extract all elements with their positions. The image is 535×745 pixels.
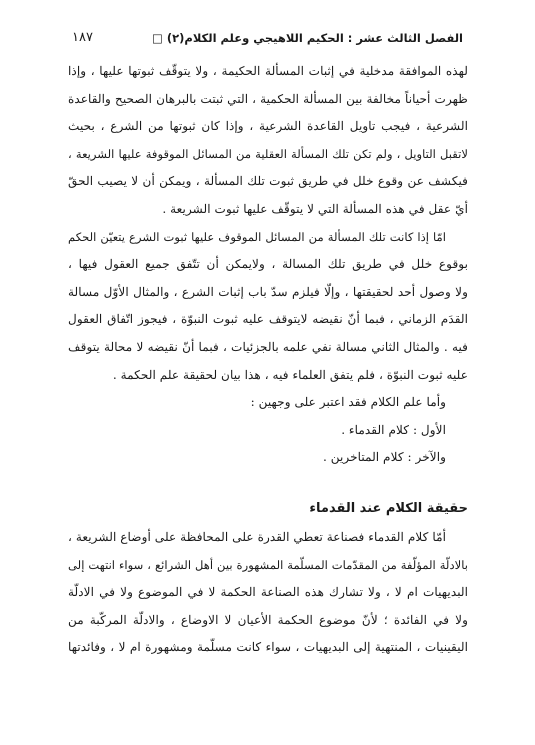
chapter-title: الفصل الثالث عشر : الحكيم اللاهيجي وعلم الكلام(٢) □ [151, 31, 463, 45]
text-line: اليقينيات ، المنتهية إلى البديهيات ، سواء كانت مسلّمة ومشهورة ام لا ، وفائدتها [68, 640, 468, 655]
text-line: فيه . والمثال الثاني مسالة نفي علمه بالجزئيات ، فبما أنّ نقيضه لا محالة يتوقف [68, 339, 468, 354]
section-gap [68, 472, 468, 494]
text-line: وأما علم الكلام فقد اعتبر على وجهين : [250, 395, 446, 410]
text-line: الشرعية ، فيجب تاويل القاعدة الشرعية ، وإذا كان ثبوتها من الشرع ، بحيث [68, 119, 468, 134]
text-line: لاتقبل التاويل ، ولم تكن تلك المسألة العقلية من المسائل الموقوفة عليها الشريعة ، [68, 146, 468, 161]
text-line: القدَم الزماني ، فبما أنّ نقيضه لايتوقف عليه ثبوت النبوّة ، فيجوز اتّفاق العقول [68, 312, 468, 327]
text-line: ولا في الفائدة ؛ لأنّ موضوع الحكمة الأعيان لا الاوضاع ، والادلّة المركّبة من [68, 612, 468, 627]
text-line: فيكشف عن وقوع خلل في طريق ثبوت تلك المسألة ، ويمكن أن لا يصيب الحقّ [68, 174, 468, 189]
text-line: بالادلّة المؤلّفة من المقدّمات المسلّمة المشهورة بين أهل الشرائع ، سواء انتهت إلى [68, 557, 468, 572]
body-text [68, 58, 468, 662]
text-line: البديهيات ام لا ، ولا تشارك هذه الصناعة الحكمة لا في الموضوع ولا في الادلّة [68, 585, 468, 600]
section-heading: حقيقة الكلام عند القدماء [309, 500, 468, 516]
text-line: لهذه الموافقة مدخلية في إثبات المسألة الحكيمة ، ولا يتوقّف ثبوتها عليها ، وإذا [68, 64, 468, 78]
text-line: امّا إذا كانت تلك المسألة من المسائل الموقوف عليها ثبوت الشرع يتعيّن الحكم [68, 229, 446, 244]
text-line: أيّ عقل في هذه المسألة التي لا يتوقّف عليها ثبوت الشريعة . [162, 201, 468, 216]
text-line: الأول : كلام القدماء . [341, 422, 446, 437]
text-line: والآخر : كلام المتاخرين . [322, 450, 446, 465]
text-line: عليه ثبوت النبوّة ، فلم يتفق العلماء فيه ، هذا بيان لحقيقة علم الحكمة . [112, 367, 468, 382]
text-line: أمّا كلام القدماء فصناعة تعطي القدرة على المحافظة على أوضاع الشريعة ، [68, 529, 446, 544]
text-line: بوقوع خلل في طريق تلك المسالة ، ولايمكن أن تتّفق جميع العقول فيها ، [68, 257, 468, 272]
text-line: ولا وصول أحد لحقيقتها ، وإلّا فيلزم سدّ باب إثبات الشرع ، والمثال الأوّل مسالة [68, 284, 468, 299]
page-number: ١٨٧ [72, 30, 93, 45]
text-line: ظهرت أحياناً مخالفة بين المسألة الحكمية ، التي ثبتت بالبرهان الصحيح والقاعدة [68, 91, 468, 106]
running-header [72, 28, 463, 48]
